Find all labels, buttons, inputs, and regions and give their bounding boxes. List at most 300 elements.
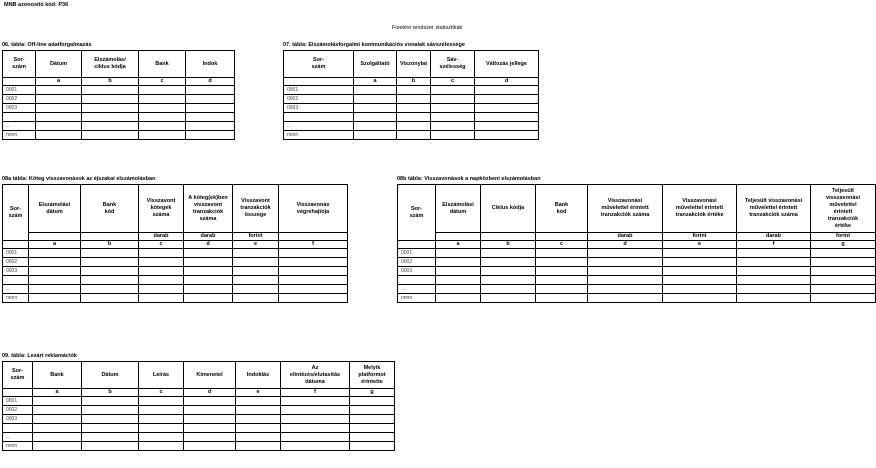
column-header: Visszavonási művelettel érintett tranzakciók száma (588, 185, 663, 233)
data-cell[interactable] (233, 294, 279, 303)
data-cell[interactable] (536, 267, 588, 276)
data-cell[interactable] (81, 258, 139, 267)
data-cell[interactable] (475, 131, 539, 140)
table-06 (2, 50, 235, 140)
data-cell[interactable] (233, 267, 279, 276)
row-number (284, 113, 354, 122)
data-cell[interactable] (29, 276, 81, 285)
table-row (3, 131, 235, 140)
data-cell[interactable] (737, 267, 811, 276)
data-cell[interactable] (139, 95, 186, 104)
row-number (3, 113, 36, 122)
unit-label (536, 233, 588, 241)
data-cell[interactable] (82, 415, 139, 424)
table-row (284, 113, 539, 122)
row-number: 0001 (3, 249, 29, 258)
data-cell[interactable] (663, 258, 737, 267)
unit-label: darab (184, 233, 233, 241)
header-row (398, 185, 876, 233)
data-cell[interactable] (184, 424, 236, 433)
column-header: Leírás (139, 362, 184, 389)
data-cell[interactable] (184, 294, 233, 303)
column-letter (398, 241, 436, 249)
data-cell[interactable] (139, 294, 184, 303)
data-cell[interactable] (481, 249, 536, 258)
data-cell[interactable] (350, 415, 395, 424)
column-header: Elszámolási dátum (29, 185, 81, 233)
header-row (284, 51, 539, 78)
data-cell[interactable] (29, 249, 81, 258)
data-cell[interactable] (184, 406, 236, 415)
data-cell[interactable] (811, 267, 876, 276)
table-row (3, 249, 348, 258)
data-cell[interactable] (186, 95, 235, 104)
data-cell[interactable] (481, 267, 536, 276)
data-cell[interactable] (481, 258, 536, 267)
row-number: 0002 (3, 95, 36, 104)
table-row (3, 113, 235, 122)
data-cell[interactable] (663, 267, 737, 276)
column-header: Bank (139, 51, 186, 78)
data-cell[interactable] (354, 122, 397, 131)
data-cell[interactable] (184, 285, 233, 294)
column-header: Teljesült visszavonási művelettel érintett tranzakciók értéke (811, 185, 876, 233)
data-cell[interactable] (29, 285, 81, 294)
data-cell[interactable] (33, 442, 82, 451)
column-header: Sor- szám (3, 51, 36, 78)
data-cell[interactable] (236, 397, 281, 406)
data-cell[interactable] (186, 113, 235, 122)
data-cell[interactable] (536, 249, 588, 258)
data-cell[interactable] (29, 267, 81, 276)
column-letter (284, 78, 354, 86)
data-cell[interactable] (139, 406, 184, 415)
data-cell[interactable] (475, 95, 539, 104)
data-cell[interactable] (233, 285, 279, 294)
column-letter: g (350, 389, 395, 397)
data-cell[interactable] (737, 285, 811, 294)
row-number (398, 276, 436, 285)
table-row (284, 122, 539, 131)
column-header: Dátum (82, 362, 139, 389)
column-header: Sor- szám (398, 185, 436, 241)
row-number: ... (3, 285, 29, 294)
header-row (3, 185, 348, 233)
data-cell[interactable] (663, 294, 737, 303)
data-cell[interactable] (281, 424, 350, 433)
data-cell[interactable] (236, 415, 281, 424)
data-cell[interactable] (139, 285, 184, 294)
data-cell[interactable] (536, 276, 588, 285)
t09-caption: 09. tábla: Lezárt reklamációk (2, 353, 77, 359)
data-cell[interactable] (281, 442, 350, 451)
data-cell[interactable] (233, 249, 279, 258)
column-header: Változás jellege (475, 51, 539, 78)
data-cell[interactable] (397, 86, 431, 95)
data-cell[interactable] (737, 249, 811, 258)
data-cell[interactable] (436, 294, 481, 303)
data-cell[interactable] (33, 397, 82, 406)
data-cell[interactable] (184, 397, 236, 406)
table-row (284, 131, 539, 140)
column-header: Viszonylat (397, 51, 431, 78)
data-cell[interactable] (36, 122, 82, 131)
data-cell[interactable] (350, 433, 395, 442)
unit-label: darab (139, 233, 184, 241)
data-cell[interactable] (139, 267, 184, 276)
data-cell[interactable] (139, 104, 186, 113)
column-letter: c (139, 389, 184, 397)
row-number: ... (284, 122, 354, 131)
data-cell[interactable] (36, 86, 82, 95)
row-number: nnnn (398, 294, 436, 303)
data-cell[interactable] (279, 285, 348, 294)
column-letter: a (33, 389, 82, 397)
data-cell[interactable] (33, 415, 82, 424)
data-cell[interactable] (588, 267, 663, 276)
column-letter: d (588, 241, 663, 249)
row-number: 0003 (398, 267, 436, 276)
column-letter: c (431, 78, 475, 86)
data-cell[interactable] (139, 397, 184, 406)
table-row (3, 397, 395, 406)
table-row (3, 294, 348, 303)
column-letter: c (536, 241, 588, 249)
t06-caption: 06. tábla: Off-line adatforgalmazás (2, 42, 92, 48)
t07-caption: 07. tábla: Elszámolásforgalmi kommunikációs vonalak sávszélessége (283, 42, 465, 48)
data-cell[interactable] (184, 415, 236, 424)
row-number: nnnn (284, 131, 354, 140)
table-row (3, 258, 348, 267)
row-number (3, 276, 29, 285)
data-cell[interactable] (354, 86, 397, 95)
data-cell[interactable] (139, 113, 186, 122)
row-number: 0001 (284, 86, 354, 95)
data-cell[interactable] (33, 406, 82, 415)
table-row (3, 86, 235, 95)
column-letter: d (184, 241, 233, 249)
row-number: 0002 (398, 258, 436, 267)
data-cell[interactable] (354, 104, 397, 113)
table-09 (2, 361, 395, 451)
data-cell[interactable] (279, 294, 348, 303)
row-number: 0003 (284, 104, 354, 113)
data-cell[interactable] (350, 397, 395, 406)
data-cell[interactable] (233, 276, 279, 285)
row-number: nnnn (3, 442, 33, 451)
table-07 (283, 50, 539, 140)
data-cell[interactable] (139, 258, 184, 267)
column-header: Sor- szám (284, 51, 354, 78)
data-cell[interactable] (350, 424, 395, 433)
column-letter: b (397, 78, 431, 86)
data-cell[interactable] (737, 294, 811, 303)
letter-row (3, 78, 235, 86)
data-cell[interactable] (431, 95, 475, 104)
data-cell[interactable] (184, 249, 233, 258)
data-cell[interactable] (36, 131, 82, 140)
data-cell[interactable] (139, 424, 184, 433)
column-header: Bank kód (536, 185, 588, 233)
letter-row (398, 241, 876, 249)
data-cell[interactable] (397, 131, 431, 140)
data-cell[interactable] (186, 131, 235, 140)
table-row (284, 104, 539, 113)
column-letter: c (139, 78, 186, 86)
data-cell[interactable] (33, 433, 82, 442)
column-header: Elszámolási dátum (436, 185, 481, 233)
data-cell[interactable] (81, 276, 139, 285)
column-letter: b (81, 241, 139, 249)
data-cell[interactable] (350, 442, 395, 451)
data-cell[interactable] (475, 113, 539, 122)
table-row (3, 406, 395, 415)
unit-label (81, 233, 139, 241)
column-header: Indok (186, 51, 235, 78)
data-cell[interactable] (82, 397, 139, 406)
data-cell[interactable] (36, 95, 82, 104)
column-letter: c (139, 241, 184, 249)
data-cell[interactable] (236, 442, 281, 451)
column-header: Elszámolás/ ciklus kódja (82, 51, 139, 78)
data-cell[interactable] (354, 95, 397, 104)
unit-label: darab (588, 233, 663, 241)
table-row (398, 249, 876, 258)
data-cell[interactable] (281, 433, 350, 442)
table-row (284, 86, 539, 95)
data-cell[interactable] (481, 294, 536, 303)
data-cell[interactable] (139, 86, 186, 95)
column-header: Kimenetel (184, 362, 236, 389)
data-cell[interactable] (82, 104, 139, 113)
data-cell[interactable] (281, 406, 350, 415)
column-letter: g (811, 241, 876, 249)
letter-row (284, 78, 539, 86)
row-number: 0001 (3, 397, 33, 406)
data-cell[interactable] (82, 433, 139, 442)
column-letter (3, 389, 33, 397)
column-letter: f (737, 241, 811, 249)
data-cell[interactable] (81, 249, 139, 258)
data-cell[interactable] (737, 258, 811, 267)
data-cell[interactable] (588, 249, 663, 258)
column-header: Az elintézés/elutasítás dátuma (281, 362, 350, 389)
data-cell[interactable] (139, 122, 186, 131)
row-number: 0003 (3, 267, 29, 276)
data-cell[interactable] (663, 276, 737, 285)
data-cell[interactable] (236, 406, 281, 415)
data-cell[interactable] (139, 249, 184, 258)
data-cell[interactable] (436, 249, 481, 258)
data-cell[interactable] (536, 294, 588, 303)
data-cell[interactable] (139, 415, 184, 424)
data-cell[interactable] (663, 285, 737, 294)
data-cell[interactable] (431, 86, 475, 95)
data-cell[interactable] (236, 424, 281, 433)
data-cell[interactable] (236, 433, 281, 442)
column-header: Sor- szám (3, 362, 33, 389)
row-number: nnnn (3, 294, 29, 303)
column-letter: d (186, 78, 235, 86)
table-08b (397, 184, 876, 303)
data-cell[interactable] (536, 258, 588, 267)
row-number: 0002 (3, 258, 29, 267)
document-title: Fizetési rendszer statisztikák (392, 25, 463, 31)
data-cell[interactable] (29, 294, 81, 303)
data-cell[interactable] (139, 131, 186, 140)
row-number: ... (3, 433, 33, 442)
data-cell[interactable] (350, 406, 395, 415)
data-cell[interactable] (737, 276, 811, 285)
unit-label: forint (233, 233, 279, 241)
data-cell[interactable] (354, 131, 397, 140)
column-header: Bank kód (81, 185, 139, 233)
data-cell[interactable] (184, 267, 233, 276)
table-row (3, 424, 395, 433)
data-cell[interactable] (139, 442, 184, 451)
column-letter: a (354, 78, 397, 86)
data-cell[interactable] (588, 285, 663, 294)
data-cell[interactable] (279, 258, 348, 267)
data-cell[interactable] (33, 424, 82, 433)
data-cell[interactable] (82, 95, 139, 104)
data-cell[interactable] (354, 113, 397, 122)
data-cell[interactable] (811, 285, 876, 294)
data-cell[interactable] (436, 285, 481, 294)
data-cell[interactable] (811, 249, 876, 258)
letter-row (3, 241, 348, 249)
data-cell[interactable] (436, 276, 481, 285)
data-cell[interactable] (186, 122, 235, 131)
data-cell[interactable] (397, 122, 431, 131)
unit-label (29, 233, 81, 241)
data-cell[interactable] (663, 249, 737, 258)
column-letter: e (663, 241, 737, 249)
data-cell[interactable] (588, 294, 663, 303)
table-row (284, 95, 539, 104)
data-cell[interactable] (279, 267, 348, 276)
table-row (3, 276, 348, 285)
data-cell[interactable] (82, 406, 139, 415)
data-cell[interactable] (139, 433, 184, 442)
data-cell[interactable] (184, 442, 236, 451)
data-cell[interactable] (81, 294, 139, 303)
data-cell[interactable] (186, 86, 235, 95)
data-cell[interactable] (81, 267, 139, 276)
column-letter: a (29, 241, 81, 249)
column-letter: f (279, 241, 348, 249)
data-cell[interactable] (811, 294, 876, 303)
data-cell[interactable] (81, 285, 139, 294)
row-number: 0003 (3, 415, 33, 424)
data-cell[interactable] (431, 113, 475, 122)
data-cell[interactable] (36, 104, 82, 113)
table-row (3, 415, 395, 424)
row-number: 0001 (398, 249, 436, 258)
data-cell[interactable] (82, 131, 139, 140)
column-letter: e (236, 389, 281, 397)
data-cell[interactable] (475, 122, 539, 131)
column-header: Sor- szám (3, 185, 29, 241)
data-cell[interactable] (281, 415, 350, 424)
table-row (398, 294, 876, 303)
unit-label: forint (811, 233, 876, 241)
data-cell[interactable] (475, 86, 539, 95)
data-cell[interactable] (29, 258, 81, 267)
data-cell[interactable] (481, 276, 536, 285)
data-cell[interactable] (184, 433, 236, 442)
column-header: Visszavont kötegek száma (139, 185, 184, 233)
column-header: Visszavonás végrehajtója (279, 185, 348, 233)
data-cell[interactable] (279, 276, 348, 285)
column-header: Dátum (36, 51, 82, 78)
column-header: Sáv- szélesség (431, 51, 475, 78)
data-cell[interactable] (82, 113, 139, 122)
data-cell[interactable] (233, 258, 279, 267)
data-cell[interactable] (397, 95, 431, 104)
data-cell[interactable] (475, 104, 539, 113)
row-number: 0001 (3, 86, 36, 95)
data-cell[interactable] (281, 397, 350, 406)
row-number: ... (3, 122, 36, 131)
data-cell[interactable] (431, 131, 475, 140)
column-letter: b (82, 78, 139, 86)
data-cell[interactable] (588, 276, 663, 285)
data-cell[interactable] (82, 122, 139, 131)
data-cell[interactable] (82, 86, 139, 95)
column-letter: f (281, 389, 350, 397)
column-header: Melyik platformot érintette (350, 362, 395, 389)
data-cell[interactable] (431, 122, 475, 131)
mnb-code: MNB azonosító kód: P36 (4, 2, 69, 8)
unit-label (279, 233, 348, 241)
data-cell[interactable] (481, 285, 536, 294)
table-row (398, 267, 876, 276)
row-number: 0002 (284, 95, 354, 104)
data-cell[interactable] (397, 113, 431, 122)
data-cell[interactable] (397, 104, 431, 113)
table-row (3, 442, 395, 451)
column-letter: e (233, 241, 279, 249)
data-cell[interactable] (588, 258, 663, 267)
data-cell[interactable] (536, 285, 588, 294)
data-cell[interactable] (436, 258, 481, 267)
data-cell[interactable] (436, 267, 481, 276)
row-number: ... (398, 285, 436, 294)
data-cell[interactable] (36, 113, 82, 122)
data-cell[interactable] (811, 276, 876, 285)
row-number: nnnn (3, 131, 36, 140)
column-letter: a (436, 241, 481, 249)
header-row (3, 362, 395, 389)
data-cell[interactable] (184, 276, 233, 285)
data-cell[interactable] (82, 442, 139, 451)
data-cell[interactable] (279, 249, 348, 258)
data-cell[interactable] (811, 258, 876, 267)
column-header: Ciklus kódja (481, 185, 536, 233)
data-cell[interactable] (82, 424, 139, 433)
column-header: Visszavont tranzakciók összege (233, 185, 279, 233)
data-cell[interactable] (139, 276, 184, 285)
t08a-caption: 08a tábla: Köteg visszavonások az éjszakai elszámolásban (2, 176, 156, 182)
table-row (3, 285, 348, 294)
table-row (3, 267, 348, 276)
data-cell[interactable] (186, 104, 235, 113)
data-cell[interactable] (431, 104, 475, 113)
row-number (3, 424, 33, 433)
data-cell[interactable] (184, 258, 233, 267)
table-row (3, 104, 235, 113)
